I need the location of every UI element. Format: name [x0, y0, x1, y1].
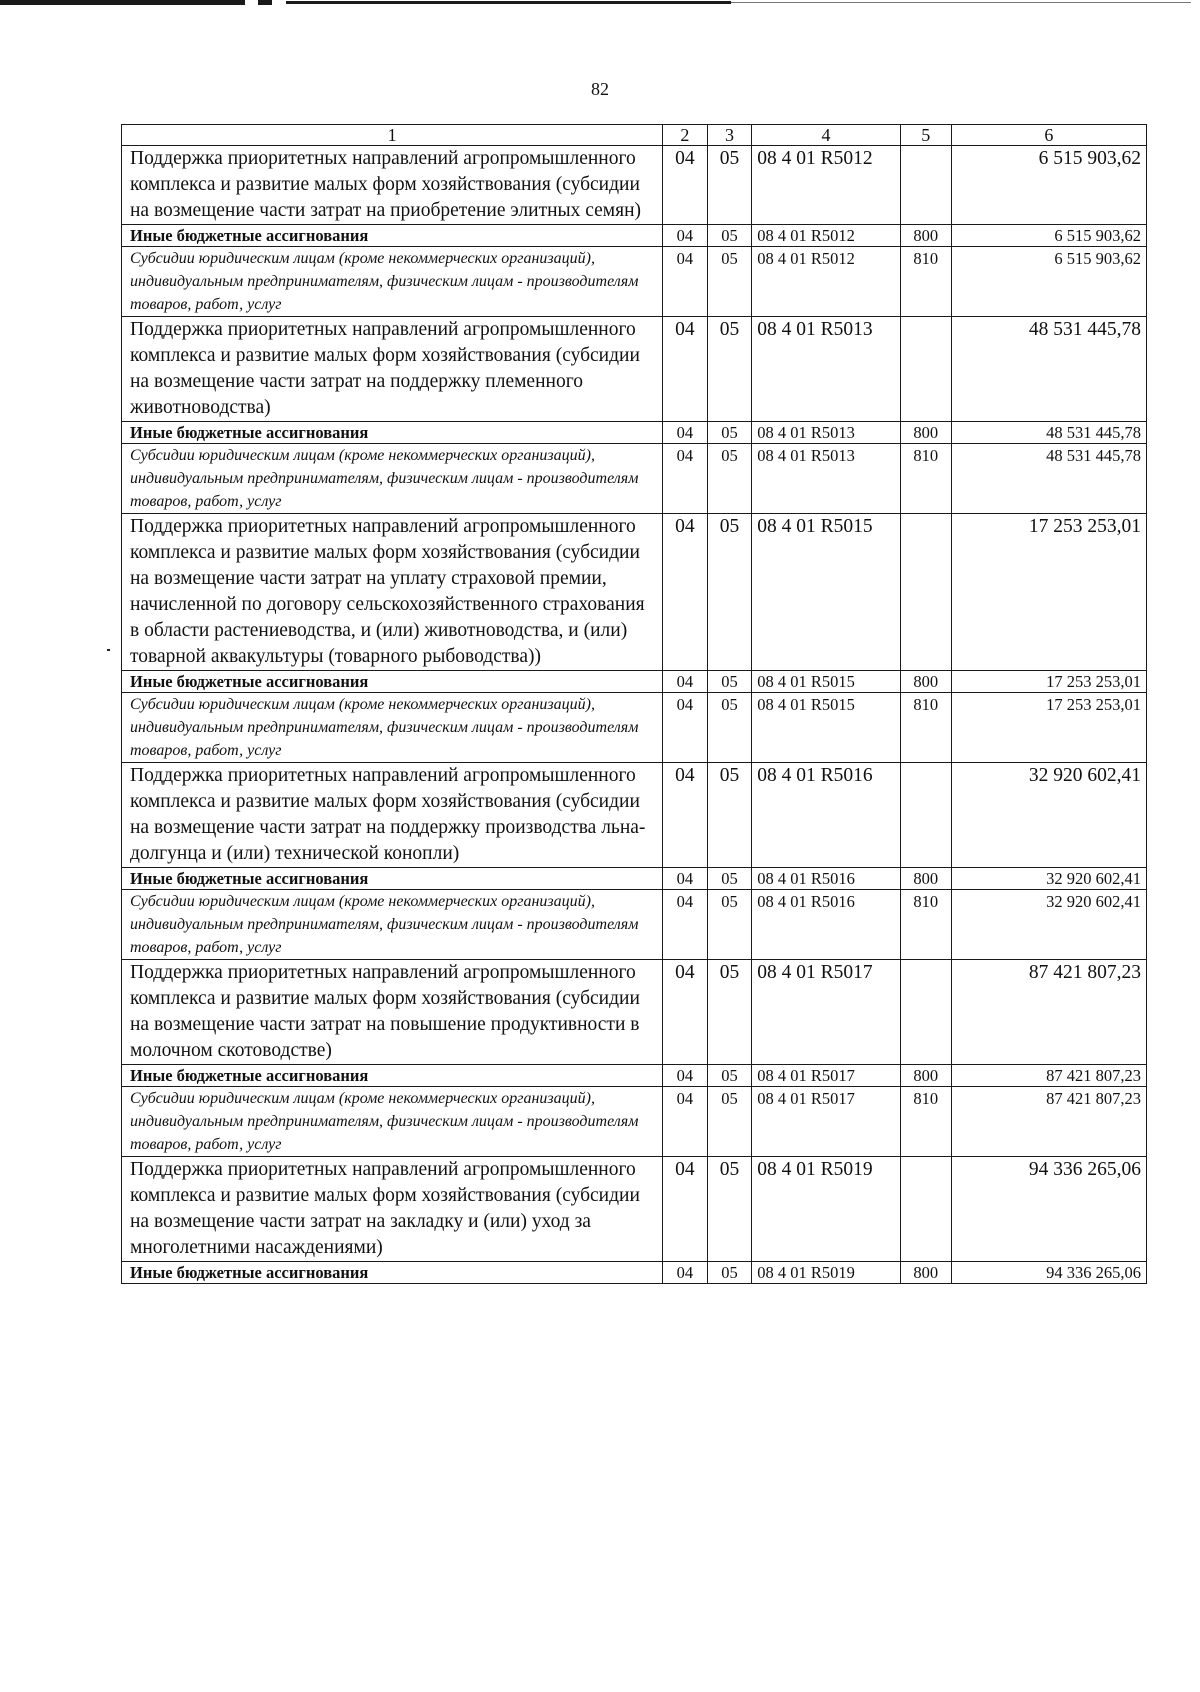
target-article-code: 08 4 01 R5019	[752, 1157, 901, 1262]
target-article-code: 08 4 01 R5012	[752, 146, 901, 225]
section-code: 04	[663, 1087, 708, 1157]
expense-name: Поддержка приоритетных направлений агропромышленного комплекса и развитие малых форм хозяйствования (субсидии на возмещение части затрат на поддержку производства льна-долгунца и (или) технической конопли)	[122, 763, 663, 868]
table-row	[122, 763, 1147, 868]
expense-type-code	[900, 317, 951, 422]
target-article-code: 08 4 01 R5013	[752, 317, 901, 422]
table-row	[122, 1087, 1147, 1157]
column-number-row	[122, 125, 1147, 146]
subsection-code: 05	[707, 868, 752, 890]
expense-name: Субсидии юридическим лицам (кроме некоммерческих организаций), индивидуальным предпринимателям, физическим лицам - производителям товаров, работ, услуг	[122, 444, 663, 514]
expense-type-code	[900, 960, 951, 1065]
subsection-code: 05	[707, 146, 752, 225]
subsection-code: 05	[707, 960, 752, 1065]
subsection-code: 05	[707, 247, 752, 317]
target-article-code: 08 4 01 R5017	[752, 1087, 901, 1157]
column-header: 2	[663, 125, 708, 146]
table-row	[122, 868, 1147, 890]
section-code: 04	[663, 422, 708, 444]
amount-value: 17 253 253,01	[951, 693, 1146, 763]
section-code: 04	[663, 514, 708, 671]
expense-name: Поддержка приоритетных направлений агропромышленного комплекса и развитие малых форм хозяйствования (субсидии на возмещение части затрат на поддержку племенного животноводства)	[122, 317, 663, 422]
amount-value: 48 531 445,78	[951, 422, 1146, 444]
subsection-code: 05	[707, 763, 752, 868]
expense-name: Поддержка приоритетных направлений агропромышленного комплекса и развитие малых форм хозяйствования (субсидии на возмещение части затрат на повышение продуктивности в молочном скотоводстве)	[122, 960, 663, 1065]
expense-type-code	[900, 1157, 951, 1262]
section-code: 04	[663, 693, 708, 763]
amount-value: 87 421 807,23	[951, 960, 1146, 1065]
column-header: 4	[752, 125, 901, 146]
expense-type-code: 810	[900, 693, 951, 763]
expense-name: Субсидии юридическим лицам (кроме некоммерческих организаций), индивидуальным предпринимателям, физическим лицам - производителям товаров, работ, услуг	[122, 693, 663, 763]
amount-value: 17 253 253,01	[951, 671, 1146, 693]
section-code: 04	[663, 247, 708, 317]
table-row	[122, 247, 1147, 317]
table-row	[122, 225, 1147, 247]
column-header: 5	[900, 125, 951, 146]
subsection-code: 05	[707, 671, 752, 693]
amount-value: 94 336 265,06	[951, 1262, 1146, 1284]
scan-edge-mark	[0, 0, 245, 5]
subsection-code: 05	[707, 693, 752, 763]
table-row	[122, 890, 1147, 960]
expense-type-code: 800	[900, 868, 951, 890]
table-row	[122, 422, 1147, 444]
amount-value: 6 515 903,62	[951, 146, 1146, 225]
expense-type-code	[900, 146, 951, 225]
column-header: 3	[707, 125, 752, 146]
table-body	[122, 146, 1147, 1284]
target-article-code: 08 4 01 R5016	[752, 868, 901, 890]
table-row	[122, 317, 1147, 422]
amount-value: 32 920 602,41	[951, 868, 1146, 890]
subsection-code: 05	[707, 444, 752, 514]
amount-value: 87 421 807,23	[951, 1087, 1146, 1157]
subsection-code: 05	[707, 1157, 752, 1262]
expense-name: Иные бюджетные ассигнования	[122, 671, 663, 693]
expense-name: Субсидии юридическим лицам (кроме некоммерческих организаций), индивидуальным предпринимателям, физическим лицам - производителям товаров, работ, услуг	[122, 1087, 663, 1157]
table-row	[122, 146, 1147, 225]
amount-value: 87 421 807,23	[951, 1065, 1146, 1087]
expense-type-code: 800	[900, 422, 951, 444]
amount-value: 94 336 265,06	[951, 1157, 1146, 1262]
subsection-code: 05	[707, 1262, 752, 1284]
subsection-code: 05	[707, 1087, 752, 1157]
target-article-code: 08 4 01 R5013	[752, 444, 901, 514]
expense-type-code: 800	[900, 225, 951, 247]
expense-name: Иные бюджетные ассигнования	[122, 422, 663, 444]
expense-name: Иные бюджетные ассигнования	[122, 225, 663, 247]
table-row	[122, 960, 1147, 1065]
section-code: 04	[663, 146, 708, 225]
section-code: 04	[663, 317, 708, 422]
expense-type-code: 810	[900, 444, 951, 514]
amount-value: 32 920 602,41	[951, 890, 1146, 960]
section-code: 04	[663, 444, 708, 514]
subsection-code: 05	[707, 890, 752, 960]
table-row	[122, 1157, 1147, 1262]
section-code: 04	[663, 763, 708, 868]
scan-edge-mark	[286, 1, 731, 4]
target-article-code: 08 4 01 R5016	[752, 890, 901, 960]
amount-value: 17 253 253,01	[951, 514, 1146, 671]
expense-name: Поддержка приоритетных направлений агропромышленного комплекса и развитие малых форм хозяйствования (субсидии на возмещение части затрат на приобретение элитных семян)	[122, 146, 663, 225]
section-code: 04	[663, 960, 708, 1065]
target-article-code: 08 4 01 R5013	[752, 422, 901, 444]
subsection-code: 05	[707, 422, 752, 444]
section-code: 04	[663, 1262, 708, 1284]
section-code: 04	[663, 225, 708, 247]
table-row	[122, 1262, 1147, 1284]
section-code: 04	[663, 868, 708, 890]
section-code: 04	[663, 1065, 708, 1087]
expense-name: Поддержка приоритетных направлений агропромышленного комплекса и развитие малых форм хозяйствования (субсидии на возмещение части затрат на закладку и (или) уход за многолетними насаждениями)	[122, 1157, 663, 1262]
target-article-code: 08 4 01 R5017	[752, 1065, 901, 1087]
target-article-code: 08 4 01 R5017	[752, 960, 901, 1065]
page-number: 82	[591, 79, 609, 99]
subsection-code: 05	[707, 225, 752, 247]
expense-name: Поддержка приоритетных направлений агропромышленного комплекса и развитие малых форм хозяйствования (субсидии на возмещение части затрат на уплату страховой премии, начисленной по договору сельскохозяйственного страхования в области растениеводства, и (или) животноводства, и (или) товарной аквакультуры (товарного рыбоводства))	[122, 514, 663, 671]
target-article-code: 08 4 01 R5015	[752, 693, 901, 763]
amount-value: 32 920 602,41	[951, 763, 1146, 868]
expense-name: Субсидии юридическим лицам (кроме некоммерческих организаций), индивидуальным предпринимателям, физическим лицам - производителям товаров, работ, услуг	[122, 247, 663, 317]
budget-table	[121, 124, 1147, 1284]
target-article-code: 08 4 01 R5012	[752, 225, 901, 247]
expense-name: Субсидии юридическим лицам (кроме некоммерческих организаций), индивидуальным предпринимателям, физическим лицам - производителям товаров, работ, услуг	[122, 890, 663, 960]
expense-type-code	[900, 763, 951, 868]
amount-value: 6 515 903,62	[951, 247, 1146, 317]
table-row	[122, 671, 1147, 693]
expense-type-code: 800	[900, 1262, 951, 1284]
subsection-code: 05	[707, 317, 752, 422]
scan-edge-mark	[731, 2, 1191, 3]
target-article-code: 08 4 01 R5016	[752, 763, 901, 868]
expense-name: Иные бюджетные ассигнования	[122, 1262, 663, 1284]
subsection-code: 05	[707, 514, 752, 671]
target-article-code: 08 4 01 R5015	[752, 671, 901, 693]
table-row	[122, 693, 1147, 763]
column-header: 6	[951, 125, 1146, 146]
expense-type-code: 810	[900, 890, 951, 960]
expense-type-code	[900, 514, 951, 671]
expense-type-code: 800	[900, 1065, 951, 1087]
target-article-code: 08 4 01 R5015	[752, 514, 901, 671]
column-header: 1	[122, 125, 663, 146]
amount-value: 48 531 445,78	[951, 317, 1146, 422]
table-row	[122, 1065, 1147, 1087]
scan-speck	[107, 649, 110, 651]
expense-type-code: 810	[900, 1087, 951, 1157]
expense-name: Иные бюджетные ассигнования	[122, 868, 663, 890]
section-code: 04	[663, 1157, 708, 1262]
amount-value: 48 531 445,78	[951, 444, 1146, 514]
target-article-code: 08 4 01 R5012	[752, 247, 901, 317]
table-row	[122, 444, 1147, 514]
expense-type-code: 810	[900, 247, 951, 317]
section-code: 04	[663, 671, 708, 693]
target-article-code: 08 4 01 R5019	[752, 1262, 901, 1284]
table-row	[122, 514, 1147, 671]
scan-edge-mark	[258, 0, 272, 5]
expense-type-code: 800	[900, 671, 951, 693]
amount-value: 6 515 903,62	[951, 225, 1146, 247]
subsection-code: 05	[707, 1065, 752, 1087]
section-code: 04	[663, 890, 708, 960]
expense-name: Иные бюджетные ассигнования	[122, 1065, 663, 1087]
